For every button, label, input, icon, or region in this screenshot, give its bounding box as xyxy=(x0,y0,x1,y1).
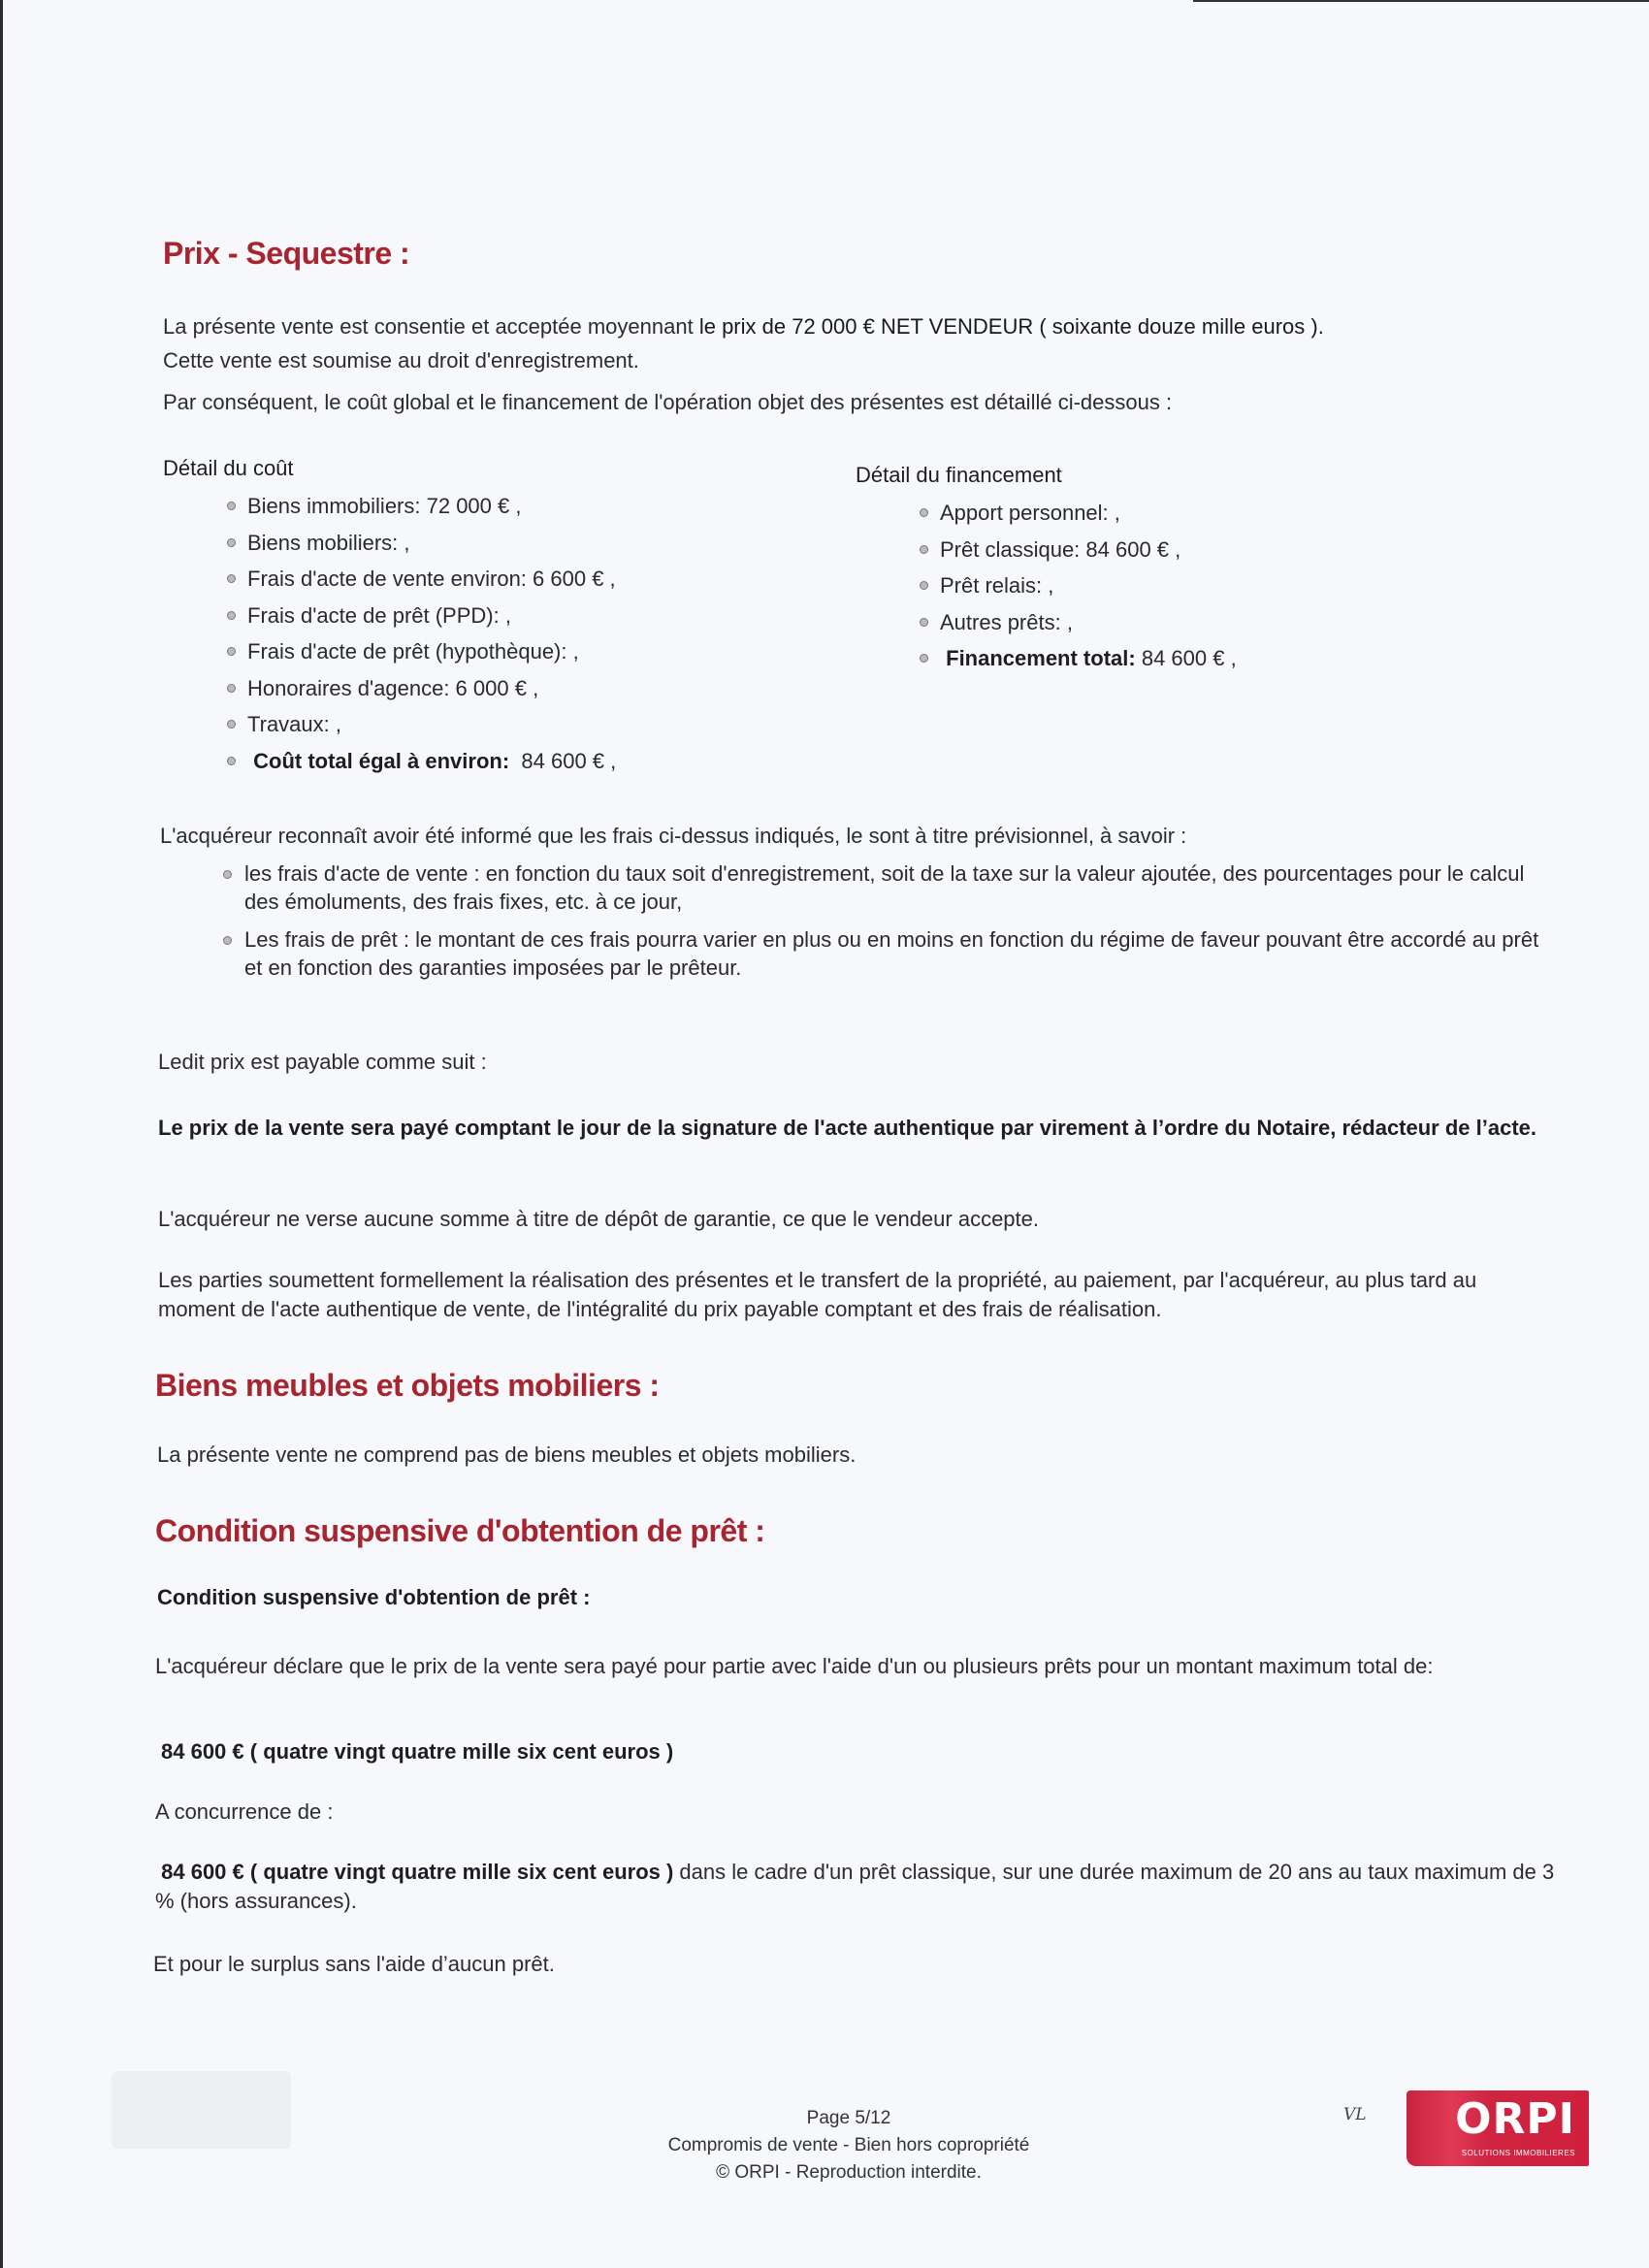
cout-item: Frais d'acte de prêt (PPD): , xyxy=(227,598,616,634)
financement-title: Détail du financement xyxy=(856,463,1062,487)
logo-wordmark: ORPI xyxy=(1455,2094,1575,2144)
condition-surplus: Et pour le surplus sans l'aide d’aucun prêt. xyxy=(153,1952,555,1976)
prix-intro-line1 xyxy=(163,312,1560,341)
orpi-logo xyxy=(1406,2090,1589,2166)
cout-total-label: Coût total égal à environ: xyxy=(253,748,510,773)
prix-intro-line2: Cette vente est soumise au droit d'enregistrement. xyxy=(163,348,639,373)
depot-text: L'acquéreur ne verse aucune somme à titre de dépôt de garantie, ce que le vendeur accepte. xyxy=(158,1207,1040,1231)
prix-intro-text: La présente vente est consentie et acceptée moyennant xyxy=(163,314,699,339)
financement-total-value: 84 600 € , xyxy=(1141,646,1237,670)
scan-edge-top xyxy=(1193,0,1649,2)
financement-list xyxy=(920,495,1237,677)
financement-item: Autres prêts: , xyxy=(920,604,1237,641)
section-title-condition: Condition suspensive d'obtention de prêt : xyxy=(155,1513,765,1548)
prix-amount: le prix de 72 000 € NET VENDEUR ( soixante douze mille euros ). xyxy=(698,314,1324,339)
frais-note: les frais d'acte de vente : en fonction du taux soit d'enregistrement, soit de la taxe sur la valeur ajoutée, des pourcentages pour le calcul des émoluments, des frais fixes, etc. à ce jour, xyxy=(223,859,1552,916)
cout-item: Biens immobiliers: 72 000 € , xyxy=(227,488,616,525)
financement-item: Prêt classique: 84 600 € , xyxy=(920,532,1237,568)
biens-text: La présente vente ne comprend pas de biens meubles et objets mobiliers. xyxy=(157,1442,857,1467)
cout-total-value: 84 600 € , xyxy=(521,748,617,773)
condition-loan xyxy=(155,1858,1562,1916)
condition-subtitle: Condition suspensive d'obtention de prêt : xyxy=(157,1585,591,1609)
section-title-biens: Biens meubles et objets mobiliers : xyxy=(155,1368,660,1403)
frais-note: Les frais de prêt : le montant de ces frais pourra varier en plus ou en moins en fonction du régime de faveur pouvant être accordé au prêt et en fonction des garanties imposées par le prêteur. xyxy=(223,925,1552,982)
frais-notes-list xyxy=(223,859,1552,991)
section-title-prix: Prix - Sequestre : xyxy=(163,236,410,271)
scan-edge-left xyxy=(0,0,3,2268)
loan-terms: dans le cadre d'un prêt classique, sur une durée maximum de 20 ans au taux maximum de 3 % (hors assurances). xyxy=(155,1860,1555,1913)
cout-title: Détail du coût xyxy=(163,456,294,480)
cout-item: Honoraires d'agence: 6 000 € , xyxy=(227,670,616,707)
condition-concurrence: A concurrence de : xyxy=(155,1799,334,1824)
cout-item: Frais d'acte de prêt (hypothèque): , xyxy=(227,633,616,670)
prix-intro-line3: Par conséquent, le coût global et le financement de l'opération objet des présentes est détaillé ci-dessous : xyxy=(163,390,1173,414)
page-number: Page 5/12 xyxy=(806,2108,891,2128)
financement-total xyxy=(920,640,1237,677)
cout-total xyxy=(227,743,616,780)
financement-total-label: Financement total: xyxy=(946,646,1136,670)
cout-item: Travaux: , xyxy=(227,706,616,743)
logo-tagline: SOLUTIONS IMMOBILIERES xyxy=(1461,2149,1575,2157)
handwritten-initials: VL xyxy=(1343,2105,1367,2124)
payable-text: Ledit prix est payable comme suit : xyxy=(158,1050,487,1074)
faded-stamp xyxy=(112,2071,291,2149)
footer-copyright: © ORPI - Reproduction interdite. xyxy=(716,2162,982,2183)
parties-text: Les parties soumettent formellement la réalisation des présentes et le transfert de la propriété, au paiement, par l'acquéreur, au plus tard au moment de l'acte authentique de vente, de l'intégralité du prix payable comptant et des frais de réalisation. xyxy=(158,1268,1477,1321)
condition-amount: 84 600 € ( quatre vingt quatre mille six cent euros ) xyxy=(161,1739,674,1764)
condition-declare: L'acquéreur déclare que le prix de la vente sera payé pour partie avec l'aide d'un ou plusieurs prêts pour un montant maximum total de: xyxy=(155,1654,1434,1678)
payment-terms: Le prix de la vente sera payé comptant le jour de la signature de l'acte authentique par virement à l’ordre du Notaire, rédacteur de l’acte. xyxy=(158,1116,1537,1140)
cout-item: Frais d'acte de vente environ: 6 600 € , xyxy=(227,561,616,598)
financement-item: Prêt relais: , xyxy=(920,567,1237,604)
cout-list xyxy=(227,488,616,779)
cout-item: Biens mobiliers: , xyxy=(227,525,616,562)
financement-item: Apport personnel: , xyxy=(920,495,1237,532)
page-footer xyxy=(582,2105,1116,2187)
frais-intro: L'acquéreur reconnaît avoir été informé que les frais ci-dessus indiqués, le sont à titre prévisionnel, à savoir : xyxy=(160,824,1187,848)
footer-doc-title: Compromis de vente - Bien hors copropriété xyxy=(667,2135,1030,2155)
loan-amount: 84 600 € ( quatre vingt quatre mille six cent euros ) xyxy=(161,1860,674,1884)
